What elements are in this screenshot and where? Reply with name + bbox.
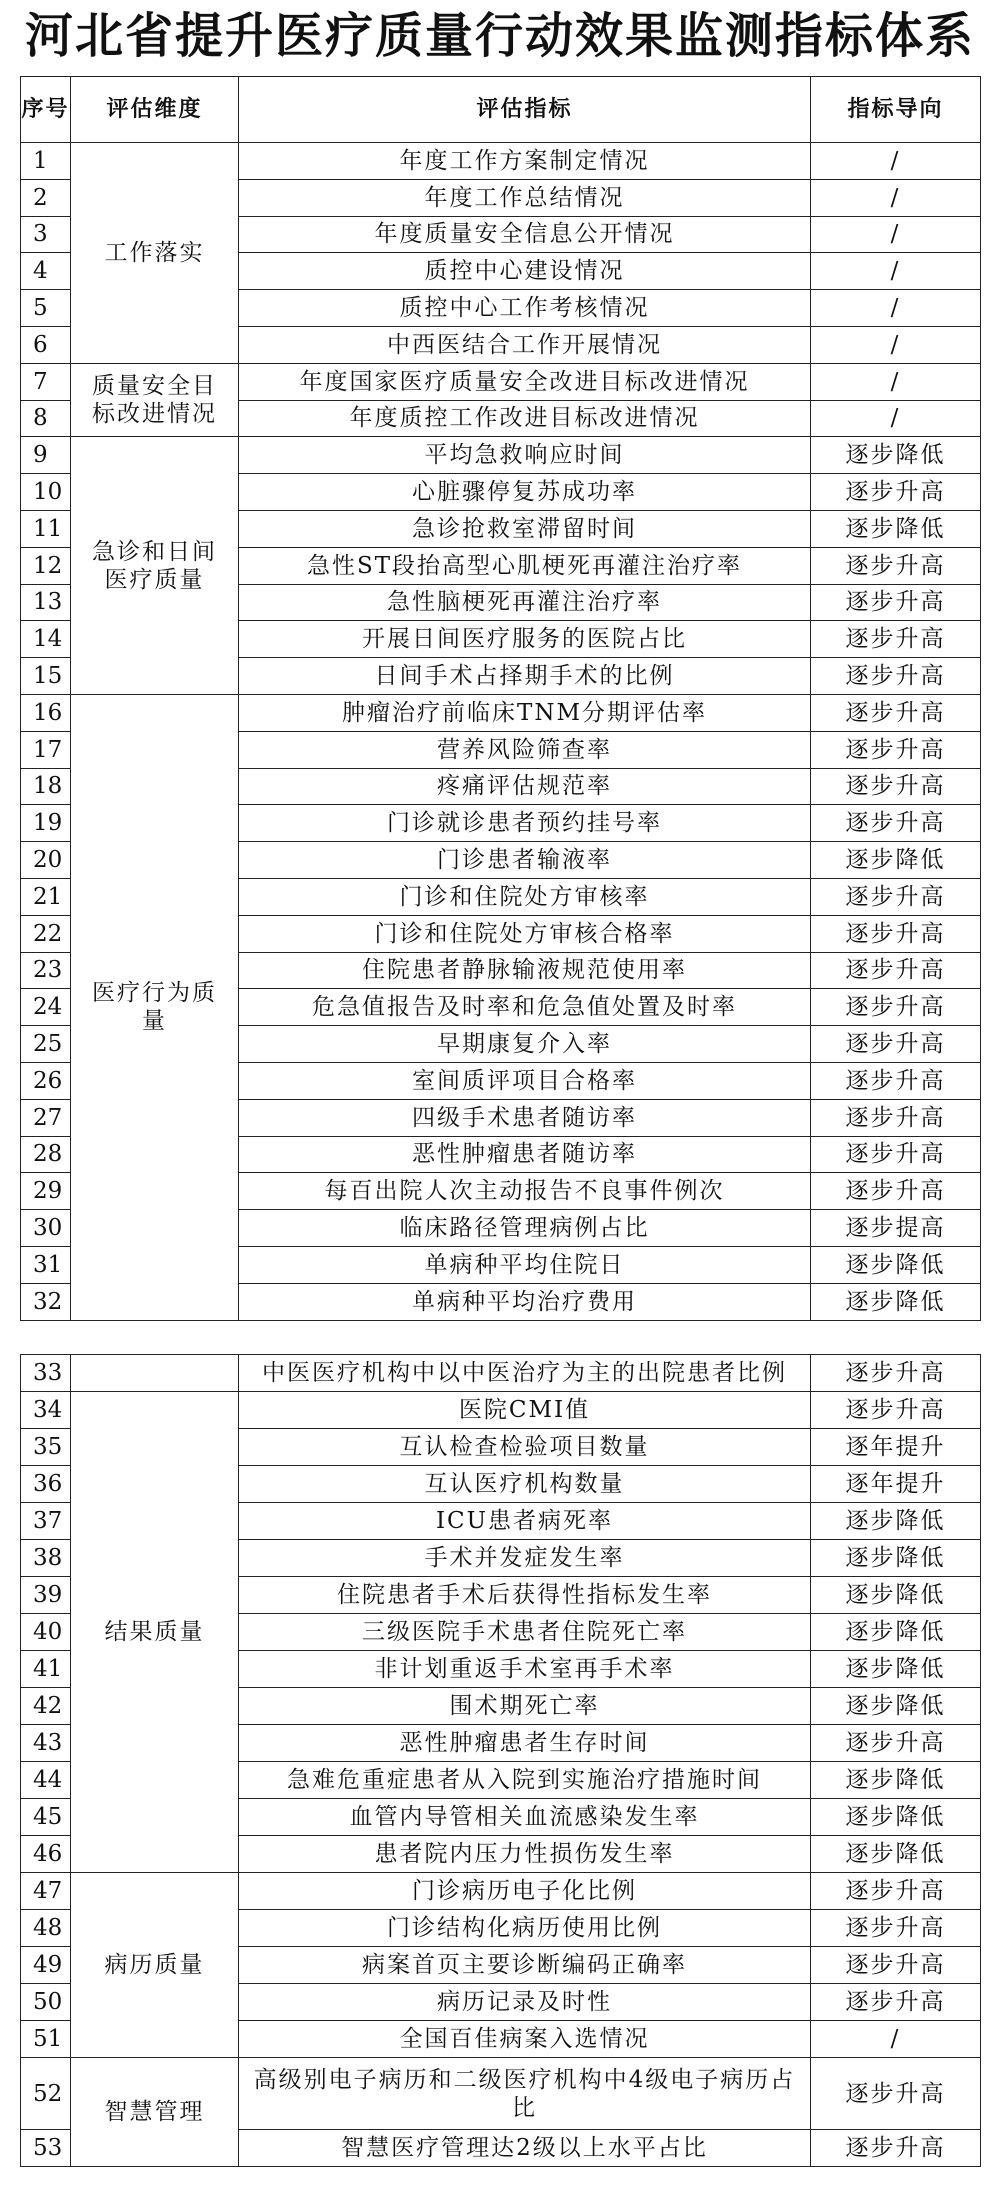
row-direction: 逐步升高 xyxy=(811,1099,981,1136)
row-no: 11 xyxy=(21,510,71,547)
row-no: 33 xyxy=(21,1355,71,1392)
row-no: 20 xyxy=(21,842,71,879)
row-indicator: 单病种平均住院日 xyxy=(239,1246,811,1283)
header-seq: 序号 xyxy=(21,77,71,143)
row-indicator: 医院CMI值 xyxy=(239,1392,811,1429)
row-indicator: 危急值报告及时率和危急值处置及时率 xyxy=(239,989,811,1026)
row-no: 8 xyxy=(21,400,71,437)
row-direction: 逐步升高 xyxy=(811,1947,981,1984)
row-direction: 逐步降低 xyxy=(811,1688,981,1725)
row-no: 26 xyxy=(21,1062,71,1099)
row-no: 16 xyxy=(21,694,71,731)
row-indicator: 年度质量安全信息公开情况 xyxy=(239,216,811,253)
row-direction: 逐步升高 xyxy=(811,2058,981,2130)
row-no: 46 xyxy=(21,1836,71,1873)
row-no: 50 xyxy=(21,1984,71,2021)
row-no: 47 xyxy=(21,1873,71,1910)
row-no: 48 xyxy=(21,1910,71,1947)
table-row xyxy=(21,143,981,180)
dimension-smart: 智慧管理 xyxy=(71,2058,239,2167)
row-direction: 逐步升高 xyxy=(811,1984,981,2021)
row-indicator: 急难危重症患者从入院到实施治疗措施时间 xyxy=(239,1762,811,1799)
row-no: 15 xyxy=(21,658,71,695)
row-no: 29 xyxy=(21,1173,71,1210)
row-no: 37 xyxy=(21,1503,71,1540)
row-no: 4 xyxy=(21,253,71,290)
row-indicator: 住院患者静脉输液规范使用率 xyxy=(239,952,811,989)
row-indicator: 质控中心建设情况 xyxy=(239,253,811,290)
row-direction: 逐步升高 xyxy=(811,658,981,695)
row-no: 28 xyxy=(21,1136,71,1173)
row-direction: 逐步升高 xyxy=(811,1910,981,1947)
row-no: 23 xyxy=(21,952,71,989)
row-direction: 逐步升高 xyxy=(811,1173,981,1210)
row-no: 22 xyxy=(21,915,71,952)
row-indicator: 恶性肿瘤患者生存时间 xyxy=(239,1725,811,1762)
row-indicator: ICU患者病死率 xyxy=(239,1503,811,1540)
row-indicator: 室间质评项目合格率 xyxy=(239,1062,811,1099)
row-direction: / xyxy=(811,253,981,290)
row-direction: / xyxy=(811,400,981,437)
row-no: 7 xyxy=(21,363,71,400)
row-no: 38 xyxy=(21,1540,71,1577)
row-direction: 逐步降低 xyxy=(811,1246,981,1283)
row-direction: 逐步升高 xyxy=(811,805,981,842)
row-indicator: 临床路径管理病例占比 xyxy=(239,1210,811,1247)
row-indicator: 中西医结合工作开展情况 xyxy=(239,326,811,363)
row-direction: / xyxy=(811,363,981,400)
row-no: 32 xyxy=(21,1283,71,1320)
row-direction: 逐步升高 xyxy=(811,952,981,989)
row-direction: 逐步升高 xyxy=(811,1062,981,1099)
row-no: 41 xyxy=(21,1651,71,1688)
row-indicator: 急性脑梗死再灌注治疗率 xyxy=(239,584,811,621)
row-indicator: 病案首页主要诊断编码正确率 xyxy=(239,1947,811,1984)
row-direction: 逐步升高 xyxy=(811,1026,981,1063)
row-direction: / xyxy=(811,179,981,216)
row-direction: 逐步降低 xyxy=(811,1577,981,1614)
row-direction: 逐步降低 xyxy=(811,1540,981,1577)
row-no: 13 xyxy=(21,584,71,621)
table-row xyxy=(21,694,981,731)
row-no: 5 xyxy=(21,290,71,327)
row-indicator: 早期康复介入率 xyxy=(239,1026,811,1063)
row-direction: 逐步降低 xyxy=(811,1614,981,1651)
row-direction: 逐步升高 xyxy=(811,1725,981,1762)
row-indicator: 门诊病历电子化比例 xyxy=(239,1873,811,1910)
row-indicator: 三级医院手术患者住院死亡率 xyxy=(239,1614,811,1651)
header-direction: 指标导向 xyxy=(811,77,981,143)
row-direction: / xyxy=(811,216,981,253)
row-indicator: 年度工作总结情况 xyxy=(239,179,811,216)
dimension-tcm xyxy=(71,1355,239,1392)
row-indicator: 急诊抢救室滞留时间 xyxy=(239,510,811,547)
row-indicator: 肿瘤治疗前临床TNM分期评估率 xyxy=(239,694,811,731)
row-direction: 逐步降低 xyxy=(811,842,981,879)
row-indicator: 年度工作方案制定情况 xyxy=(239,143,811,180)
row-no: 44 xyxy=(21,1762,71,1799)
row-no: 45 xyxy=(21,1799,71,1836)
row-direction: 逐步升高 xyxy=(811,768,981,805)
indicator-table-part-2 xyxy=(20,1354,981,2167)
row-indicator: 门诊和住院处方审核率 xyxy=(239,878,811,915)
row-no: 25 xyxy=(21,1026,71,1063)
row-direction: 逐步升高 xyxy=(811,474,981,511)
row-no: 6 xyxy=(21,326,71,363)
row-no: 39 xyxy=(21,1577,71,1614)
table-row xyxy=(21,2058,981,2130)
row-no: 40 xyxy=(21,1614,71,1651)
row-direction: 逐步降低 xyxy=(811,1283,981,1320)
row-direction: 逐年提升 xyxy=(811,1466,981,1503)
row-indicator: 质控中心工作考核情况 xyxy=(239,290,811,327)
table-row xyxy=(21,437,981,474)
row-no: 18 xyxy=(21,768,71,805)
table-header-row xyxy=(21,77,981,143)
row-no: 9 xyxy=(21,437,71,474)
page-title: 河北省提升医疗质量行动效果监测指标体系 xyxy=(24,8,975,64)
row-indicator: 患者院内压力性损伤发生率 xyxy=(239,1836,811,1873)
row-no: 19 xyxy=(21,805,71,842)
row-direction: 逐步升高 xyxy=(811,1355,981,1392)
row-direction: 逐步升高 xyxy=(811,1873,981,1910)
row-no: 53 xyxy=(21,2130,71,2167)
table-row xyxy=(21,1355,981,1392)
dimension-result: 结果质量 xyxy=(71,1392,239,1873)
row-indicator: 年度质控工作改进目标改进情况 xyxy=(239,400,811,437)
row-indicator: 高级别电子病历和二级医疗机构中4级电子病历占比 xyxy=(239,2058,811,2130)
row-indicator: 急性ST段抬高型心肌梗死再灌注治疗率 xyxy=(239,547,811,584)
row-indicator: 心脏骤停复苏成功率 xyxy=(239,474,811,511)
row-direction: 逐步降低 xyxy=(811,510,981,547)
row-indicator: 智慧医疗管理达2级以上水平占比 xyxy=(239,2130,811,2167)
row-no: 35 xyxy=(21,1429,71,1466)
dimension-work: 工作落实 xyxy=(71,143,239,364)
row-indicator: 平均急救响应时间 xyxy=(239,437,811,474)
dimension-quality-goal: 质量安全目标改进情况 xyxy=(71,363,239,437)
row-indicator: 开展日间医疗服务的医院占比 xyxy=(239,621,811,658)
row-indicator: 门诊就诊患者预约挂号率 xyxy=(239,805,811,842)
row-no: 42 xyxy=(21,1688,71,1725)
row-indicator: 疼痛评估规范率 xyxy=(239,768,811,805)
row-indicator: 日间手术占择期手术的比例 xyxy=(239,658,811,695)
row-indicator: 住院患者手术后获得性指标发生率 xyxy=(239,1577,811,1614)
header-dimension: 评估维度 xyxy=(71,77,239,143)
row-no: 12 xyxy=(21,547,71,584)
row-indicator: 门诊结构化病历使用比例 xyxy=(239,1910,811,1947)
row-direction: 逐步升高 xyxy=(811,584,981,621)
row-indicator: 单病种平均治疗费用 xyxy=(239,1283,811,1320)
row-indicator: 年度国家医疗质量安全改进目标改进情况 xyxy=(239,363,811,400)
row-indicator: 病历记录及时性 xyxy=(239,1984,811,2021)
row-direction: 逐步提高 xyxy=(811,1210,981,1247)
row-indicator: 恶性肿瘤患者随访率 xyxy=(239,1136,811,1173)
row-indicator: 门诊患者输液率 xyxy=(239,842,811,879)
row-no: 31 xyxy=(21,1246,71,1283)
row-direction: / xyxy=(811,143,981,180)
header-indicator: 评估指标 xyxy=(239,77,811,143)
table-row xyxy=(21,363,981,400)
table-row xyxy=(21,1873,981,1910)
row-direction: / xyxy=(811,2021,981,2058)
row-direction: 逐步升高 xyxy=(811,989,981,1026)
row-no: 10 xyxy=(21,474,71,511)
dimension-behavior: 医疗行为质量 xyxy=(71,694,239,1320)
row-indicator: 全国百佳病案入选情况 xyxy=(239,2021,811,2058)
row-direction: / xyxy=(811,326,981,363)
row-direction: 逐步降低 xyxy=(811,1503,981,1540)
row-direction: 逐步升高 xyxy=(811,547,981,584)
row-no: 2 xyxy=(21,179,71,216)
table-row xyxy=(21,1392,981,1429)
row-indicator: 手术并发症发生率 xyxy=(239,1540,811,1577)
row-no: 24 xyxy=(21,989,71,1026)
row-direction: / xyxy=(811,290,981,327)
row-indicator: 门诊和住院处方审核合格率 xyxy=(239,915,811,952)
row-no: 36 xyxy=(21,1466,71,1503)
row-indicator: 血管内导管相关血流感染发生率 xyxy=(239,1799,811,1836)
row-indicator: 中医医疗机构中以中医治疗为主的出院患者比例 xyxy=(239,1355,811,1392)
row-direction: 逐步降低 xyxy=(811,437,981,474)
row-direction: 逐步降低 xyxy=(811,1651,981,1688)
row-no: 51 xyxy=(21,2021,71,2058)
row-no: 21 xyxy=(21,878,71,915)
row-no: 1 xyxy=(21,143,71,180)
row-indicator: 每百出院人次主动报告不良事件例次 xyxy=(239,1173,811,1210)
row-no: 17 xyxy=(21,731,71,768)
row-direction: 逐步降低 xyxy=(811,1762,981,1799)
row-direction: 逐步升高 xyxy=(811,694,981,731)
row-no: 49 xyxy=(21,1947,71,1984)
row-direction: 逐步升高 xyxy=(811,2130,981,2167)
row-direction: 逐步降低 xyxy=(811,1799,981,1836)
row-no: 34 xyxy=(21,1392,71,1429)
dimension-emergency: 急诊和日间医疗质量 xyxy=(71,437,239,695)
row-no: 3 xyxy=(21,216,71,253)
row-direction: 逐年提升 xyxy=(811,1429,981,1466)
row-direction: 逐步升高 xyxy=(811,878,981,915)
indicator-table-part-1 xyxy=(20,76,981,1321)
row-no: 27 xyxy=(21,1099,71,1136)
row-no: 30 xyxy=(21,1210,71,1247)
row-indicator: 互认医疗机构数量 xyxy=(239,1466,811,1503)
row-direction: 逐步升高 xyxy=(811,915,981,952)
row-direction: 逐步升高 xyxy=(811,1392,981,1429)
row-direction: 逐步升高 xyxy=(811,621,981,658)
dimension-record: 病历质量 xyxy=(71,1873,239,2058)
row-direction: 逐步降低 xyxy=(811,1836,981,1873)
row-indicator: 四级手术患者随访率 xyxy=(239,1099,811,1136)
row-indicator: 互认检查检验项目数量 xyxy=(239,1429,811,1466)
row-indicator: 围术期死亡率 xyxy=(239,1688,811,1725)
row-direction: 逐步升高 xyxy=(811,731,981,768)
row-no: 14 xyxy=(21,621,71,658)
row-no: 52 xyxy=(21,2058,71,2130)
row-direction: 逐步升高 xyxy=(811,1136,981,1173)
row-no: 43 xyxy=(21,1725,71,1762)
row-indicator: 营养风险筛查率 xyxy=(239,731,811,768)
row-indicator: 非计划重返手术室再手术率 xyxy=(239,1651,811,1688)
